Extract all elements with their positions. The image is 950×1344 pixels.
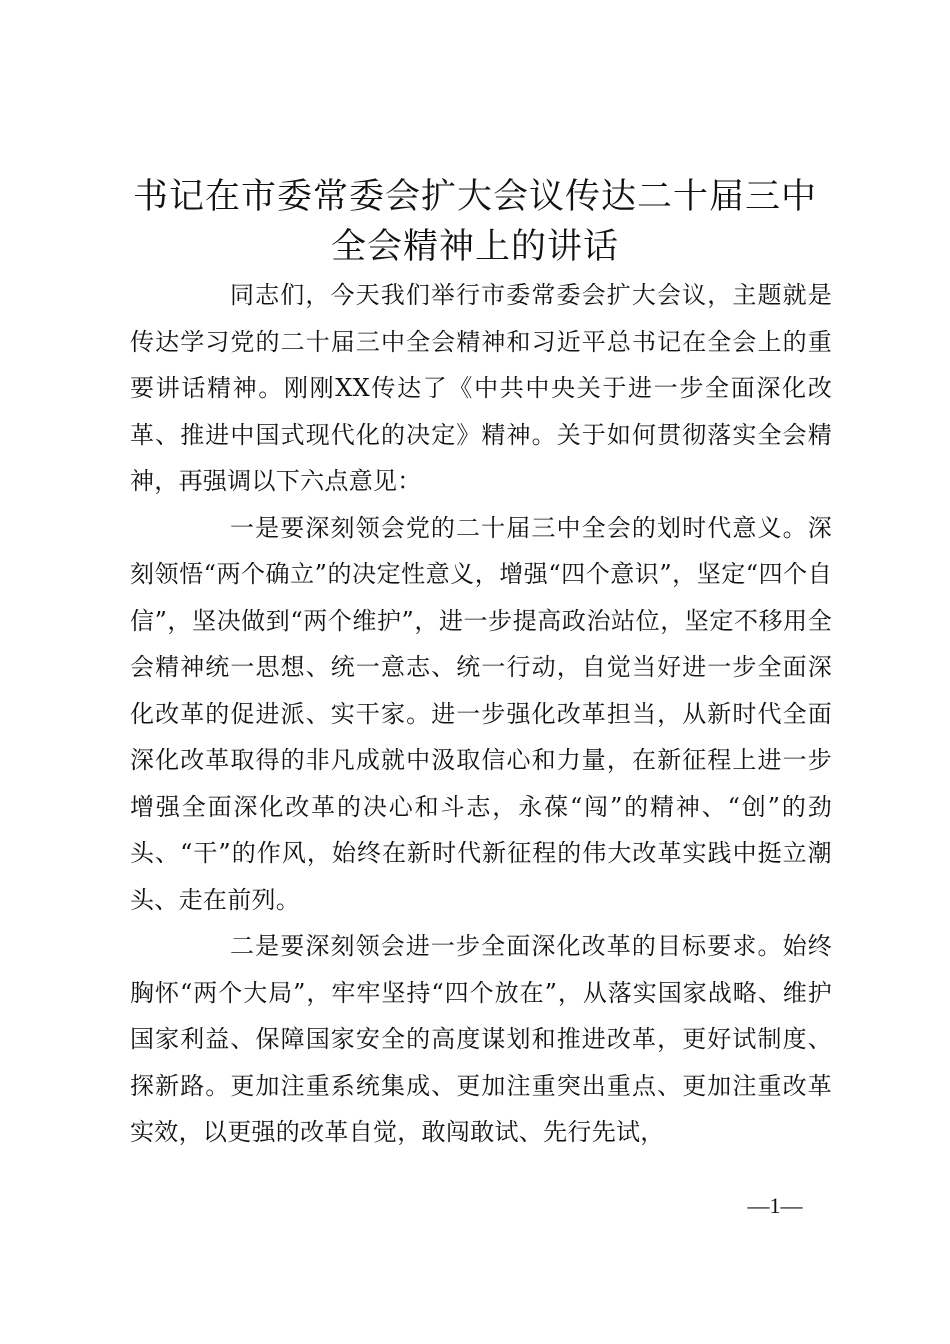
document-title: 书记在市委常委会扩大会议传达二十届三中全会精神上的讲话 bbox=[132, 177, 817, 267]
page-number: —1— bbox=[747, 1193, 803, 1218]
document-body bbox=[130, 272, 832, 1156]
paragraph-point-two: 二是要深刻领会进一步全面深化改革的目标要求。始终胸怀“两个大局”，牢牢坚持“四个放在”，从落实国家战略、维护国家利益、保障国家安全的高度谋划和推进改革，更好试制度、探新路。更加注重系统集成、更加注重突出重点、更加注重改革实效，以更强的改革自觉，敢闯敢试、先行先试， bbox=[130, 932, 832, 1146]
paragraph-opening: 同志们，今天我们举行市委常委会扩大会议，主题就是传达学习党的二十届三中全会精神和习近平总书记在全会上的重要讲话精神。刚刚XX传达了《中共中央关于进一步全面深化改革、推进中国式现代化的决定》精神。关于如何贯彻落实全会精神，再强调以下六点意见： bbox=[130, 281, 832, 495]
paragraph-point-one: 一是要深刻领会党的二十届三中全会的划时代意义。深刻领悟“两个确立”的决定性意义，增强“四个意识”，坚定“四个自信”，坚决做到“两个维护”，进一步提高政治站位，坚定不移用全会精神统一思想、统一意志、统一行动，自觉当好进一步全面深化改革的促进派、实干家。进一步强化改革担当，从新时代全面深化改革取得的非凡成就中汲取信心和力量，在新征程上进一步增强全面深化改革的决心和斗志，永葆“闯”的精神、“创”的劲头、“干”的作风，始终在新时代新征程的伟大改革实践中挺立潮头、走在前列。 bbox=[130, 513, 832, 914]
